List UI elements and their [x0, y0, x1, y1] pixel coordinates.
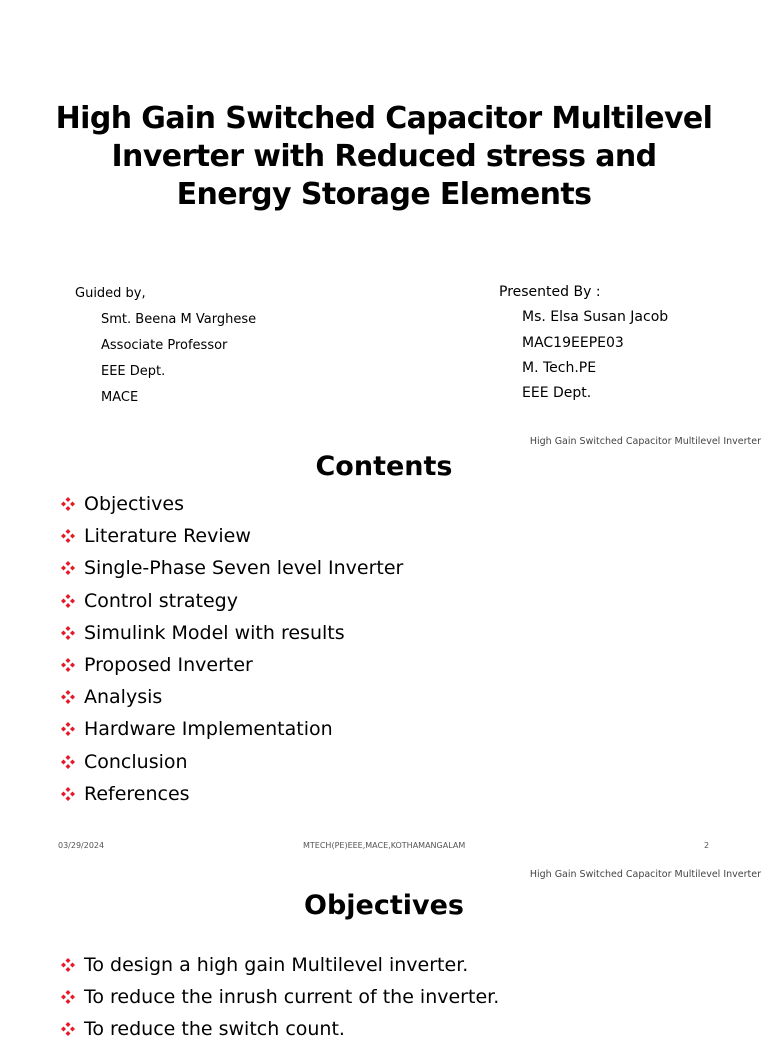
diamond-cluster-icon [60, 657, 84, 673]
slide2-title: Contents [315, 451, 453, 482]
footer-date: 03/29/2024 [58, 841, 105, 850]
diamond-cluster-icon [60, 786, 84, 802]
list-item-label: References [84, 782, 190, 805]
list-item [60, 552, 403, 584]
title-line: Inverter with Reduced stress and [111, 139, 657, 174]
list-item-label: Simulink Model with results [84, 621, 345, 644]
list-item [60, 681, 403, 713]
contents-list [60, 488, 403, 810]
list-item-label: To reduce the inrush current of the inverter. [84, 986, 500, 1009]
list-item-label: To design a high gain Multilevel inverter. [84, 954, 469, 977]
diamond-cluster-icon [60, 721, 84, 737]
diamond-cluster-icon [60, 496, 84, 512]
guide-name: Smt. Beena M Varghese [101, 312, 257, 327]
guided-by-block [75, 281, 256, 411]
list-item [60, 949, 499, 981]
presenter-id: MAC19EEPE03 [522, 334, 624, 351]
list-item-label: Literature Review [84, 525, 251, 548]
list-item-label: Analysis [84, 686, 163, 709]
list-item [60, 746, 403, 778]
diamond-cluster-icon [60, 754, 84, 770]
presented-by-block [499, 280, 668, 406]
diamond-cluster-icon [60, 560, 84, 576]
list-item [60, 981, 499, 1013]
guide-department: EEE Dept. [101, 364, 166, 379]
title-line: High Gain Switched Capacitor Multilevel [55, 101, 713, 136]
diamond-cluster-icon [60, 957, 84, 973]
list-item-label: Objectives [84, 493, 184, 516]
diamond-cluster-icon [60, 593, 84, 609]
diamond-cluster-icon [60, 528, 84, 544]
list-item-label: Hardware Implementation [84, 718, 333, 741]
slide3-header-note: High Gain Switched Capacitor Multilevel Inverter [529, 869, 761, 880]
guide-designation: Associate Professor [101, 338, 228, 353]
list-item-label: To reduce the switch count. [84, 1018, 345, 1041]
slide3-title: Objectives [304, 890, 464, 921]
diamond-cluster-icon [60, 989, 84, 1005]
presenter-course: M. Tech.PE [522, 359, 597, 376]
guided-by-heading: Guided by, [75, 286, 146, 301]
footer-center: MTECH(PE)EEE,MACE,KOTHAMANGALAM [303, 841, 466, 850]
list-item-label: Conclusion [84, 750, 188, 773]
list-item [60, 1013, 499, 1045]
list-item [60, 713, 403, 745]
slide1-title [40, 100, 728, 214]
guide-institution: MACE [101, 390, 139, 405]
diamond-cluster-icon [60, 625, 84, 641]
list-item-label: Single-Phase Seven level Inverter [84, 557, 404, 580]
list-item-label: Control strategy [84, 589, 238, 612]
slide2-header-note: High Gain Switched Capacitor Multilevel Inverter [529, 436, 761, 447]
list-item [60, 520, 403, 552]
list-item [60, 585, 403, 617]
list-item-label: Proposed Inverter [84, 654, 253, 677]
presented-by-heading: Presented By : [499, 284, 601, 300]
list-item [60, 778, 403, 810]
list-item [60, 617, 403, 649]
title-line: Energy Storage Elements [176, 177, 592, 212]
list-item [60, 649, 403, 681]
list-item [60, 488, 403, 520]
footer-page-number: 2 [704, 841, 710, 850]
presenter-department: EEE Dept. [522, 385, 592, 402]
presenter-name: Ms. Elsa Susan Jacob [522, 309, 669, 326]
objectives-list [60, 949, 499, 1046]
diamond-cluster-icon [60, 689, 84, 705]
